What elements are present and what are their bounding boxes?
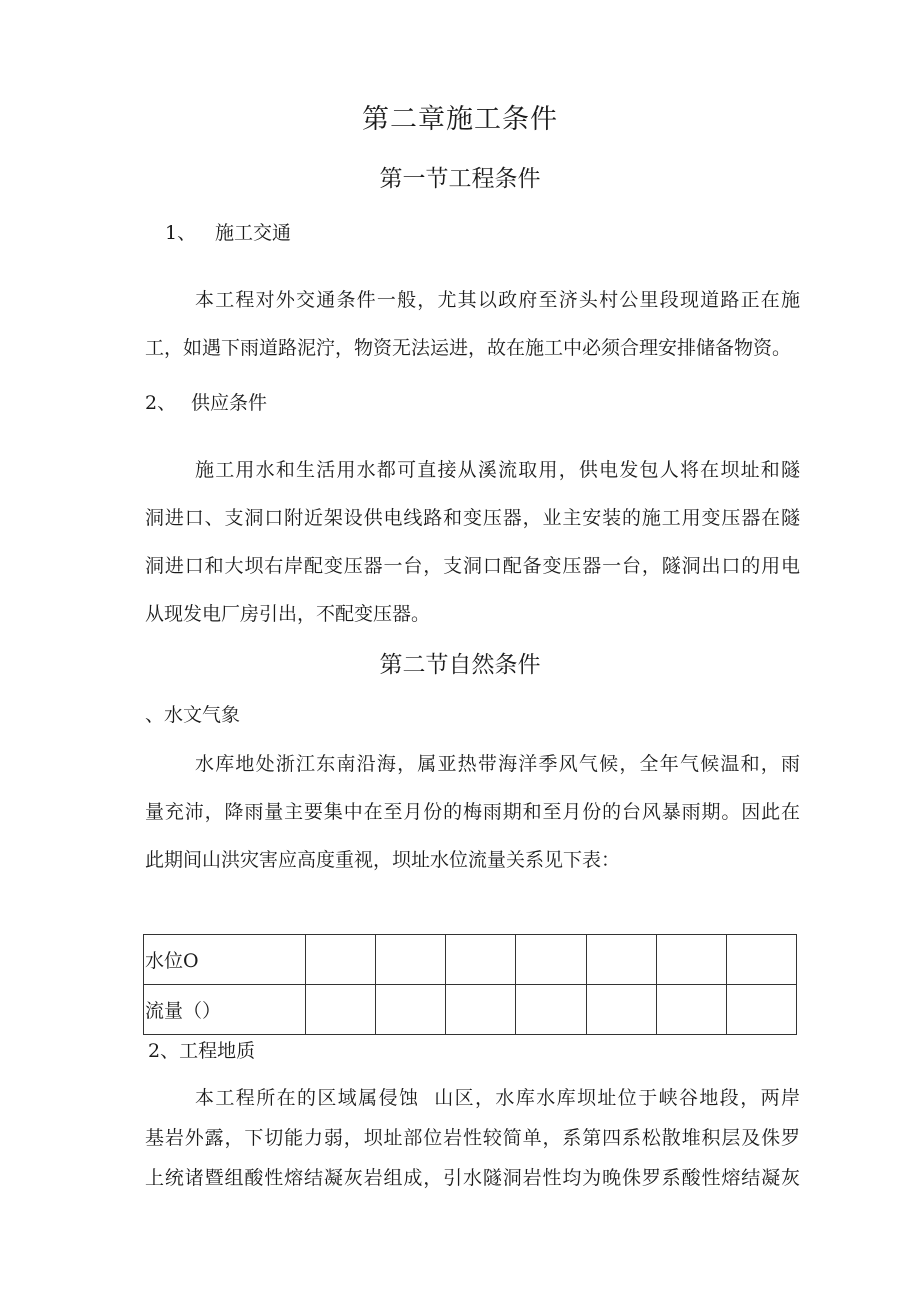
paragraph-line: 基岩外露，下切能力弱，坝址部位岩性较简单，系第四系松散堆积层及侏罗 [145,1127,800,1149]
table-cell [446,985,516,1035]
paragraph-line: 洞进口、支洞口附近架设供电线路和变压器，业主安装的施工用变压器在隧 [145,507,800,529]
paragraph-geology [145,1078,800,1198]
paragraph-line: 本工程对外交通条件一般，尤其以政府至济头村公里段现道路正在施 [195,289,800,311]
table-cell [656,935,726,985]
table-cell [586,935,656,985]
section-title-engineering: 第一节工程条件 [379,166,541,192]
heading-number: 1、 [165,222,197,244]
table-cell [516,985,586,1035]
paragraph-line: 水库地处浙江东南沿海，属亚热带海洋季风气候，全年气候温和，雨 [195,753,800,775]
table-cell [306,985,376,1035]
paragraph-line: 从现发电厂房引出，不配变压器。 [145,603,431,625]
paragraph-line: 上统诸暨组酸性熔结凝灰岩组成，引水隧洞岩性均为晚侏罗系酸性熔结凝灰 [145,1167,800,1189]
table-cell [586,985,656,1035]
paragraph-line: 量充沛，降雨量主要集中在至月份的梅雨期和至月份的台风暴雨期。因此在 [145,801,800,823]
heading-label: 供应条件 [191,392,268,414]
table-cell [726,935,796,985]
row-header-water-level: 水位O [144,935,306,985]
table-cell [376,985,446,1035]
table-cell [726,985,796,1035]
paragraph-line: 洞进口和大坝右岸配变压器一台，支洞口配备变压器一台，隧洞出口的用电 [145,555,800,577]
paragraph-line: 施工用水和生活用水都可直接从溪流取用，供电发包人将在坝址和隧 [195,459,800,481]
heading-supply-conditions [145,388,267,418]
paragraph-supply [145,446,800,638]
chapter-title: 第二章施工条件 [362,104,558,135]
table-row [144,985,797,1035]
row-header-flow: 流量（） [144,985,306,1035]
heading-number: 2、 [145,392,177,414]
paragraph-line: 此期间山洪灾害应高度重视，坝址水位流量关系见下表： [145,849,621,871]
heading-hydrology: 、水文气象 [145,704,241,726]
table-row [144,935,797,985]
paragraph-hydrology [145,740,800,884]
table-cell [516,935,586,985]
table-cell [306,935,376,985]
paragraph-traffic [145,276,800,372]
table-cell [656,985,726,1035]
table-cell [446,935,516,985]
heading-geology: 2、工程地质 [148,1040,256,1062]
water-level-flow-table [143,934,797,1035]
heading-construction-traffic [165,218,291,248]
table-cell [376,935,446,985]
paragraph-line: 工，如遇下雨道路泥泞，物资无法运进，故在施工中必须合理安排储备物资。 [145,337,792,359]
section-title-natural: 第二节自然条件 [379,652,541,678]
paragraph-line: 本工程所在的区域属侵蚀 山区，水库水库坝址位于峡谷地段，两岸 [195,1087,800,1109]
heading-label: 施工交通 [215,222,292,244]
